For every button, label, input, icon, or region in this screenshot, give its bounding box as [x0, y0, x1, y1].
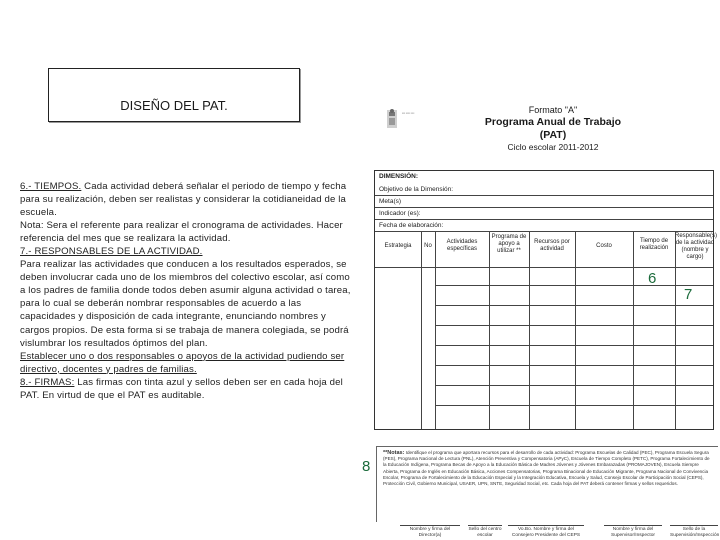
- paragraph-tiempos: [20, 180, 352, 219]
- row-line: [375, 195, 713, 196]
- field-indicador: Indicador (es):: [379, 210, 421, 217]
- col-no: No: [424, 243, 432, 249]
- paragraph-responsables-label: 7.- RESPONSABLES DE LA ACTIVIDAD.: [20, 246, 203, 258]
- field-objetivo: Objetivo de la Dimensión:: [379, 186, 454, 193]
- signature-line: [604, 525, 662, 526]
- signature-line: [468, 525, 502, 526]
- col-line: [675, 231, 676, 429]
- paragraph-responsables: Para realizar las actividades que conducen a los resultados esperados, se deben involucrar cada uno de los miembros del colectivo escolar, así como a los padres de familia donde todos deben asumir alguna actividad o tarea, para lo cual se deberán nombrar responsables de acuerdo a las capacidades y disposición de cada integrante, enunciando nombres y cargos propios. De esta forma si se trabaja de manera colegiada, se podrá vislumbrar los resultados óptimos del plan.: [20, 259, 351, 349]
- col-line: [421, 231, 422, 429]
- signature-director: Nombre y firma del Director(a): [409, 527, 451, 538]
- col-programa: Programa de apoyo a utilizar **: [491, 234, 527, 254]
- body-row-line: [435, 285, 713, 286]
- signature-supervisor: Nombre y firma del Supervisor/Inspector: [611, 527, 655, 538]
- form-notes: [376, 446, 718, 522]
- field-dimension: DIMENSIÓN:: [379, 173, 418, 180]
- signature-row: [400, 527, 720, 540]
- firmas-text: Las firmas con tinta azul y sellos deben ser en cada hoja del PAT. En virtud de que el PAT es auditable.: [20, 376, 343, 401]
- col-line: [633, 231, 634, 429]
- paragraph-firmas: [20, 376, 352, 402]
- col-costo: Costo: [596, 243, 612, 249]
- field-fecha: Fecha de elaboración:: [379, 222, 444, 229]
- tiempos-text: Cada actividad deberá señalar el periodo de tiempo y fecha para su realización, deben ser realistas y considerar la cotidianeidad de la escuela.: [20, 181, 347, 219]
- signature-sello-supervision: Sello de la Supervisión/Inspección: [670, 527, 720, 538]
- col-responsable: Responsable(s) de la actividad (nombre y cargo): [675, 233, 718, 260]
- body-row-line: [435, 365, 713, 366]
- tiempos-label: 6.- TIEMPOS.: [20, 181, 82, 192]
- col-tiempo: Tiempo de realización: [639, 238, 669, 251]
- marker-eight: 8: [362, 458, 371, 475]
- paragraph-apoyos: Establecer uno o dos responsables o apoyos de la actividad pudiendo ser directivo, docentes y padres de familias.: [20, 350, 345, 375]
- body-row-line: [435, 305, 713, 306]
- body-text: [20, 180, 352, 402]
- body-row-line: [435, 405, 713, 406]
- col-line: [529, 231, 530, 429]
- col-line: [435, 231, 436, 429]
- row-line: [375, 231, 713, 232]
- body-row-line: [435, 385, 713, 386]
- col-recursos: Recursos por actividad: [534, 239, 570, 252]
- form-heading-program: Programa Anual de Trabajo (PAT): [484, 116, 622, 141]
- col-line: [575, 231, 576, 429]
- signature-sello-centro: Sello del centro escolar: [468, 527, 502, 538]
- institution-logo-icon: [384, 108, 400, 130]
- signature-consejo: Vo.Bo. Nombre y firma del Consejero Presidente del CEPS: [511, 527, 581, 538]
- header-bottom-line: [375, 267, 713, 268]
- body-row-line: [435, 325, 713, 326]
- marker-six: 6: [648, 270, 657, 287]
- col-line: [489, 231, 490, 429]
- field-meta: Meta(s): [379, 198, 402, 205]
- logo-caption: ▪▪▪ ▪▪▪▪ ▪▪▪: [402, 111, 415, 115]
- firmas-label: 8.- FIRMAS:: [20, 376, 75, 388]
- slide-title-box: [48, 68, 300, 122]
- row-line: [375, 207, 713, 208]
- signature-line: [670, 525, 718, 526]
- body-row-line: [435, 345, 713, 346]
- notes-text: Identifique el programa que aportara recursos para el desarrollo de cada actividad: Programa Escuelas de Calidad (PEC), Programa Escuela Segura (PES), Programa Nacional de Lectura (PNL), Atención Preventiva y Compensatoria (APyC), Escuela de Tiempo Completo (PETC), Programa Fortalecimiento de la Educación Indígena, Programa Becas de Apoyo a la Educación Básica de Madres Jóvenes y Jóvenes Embarazadas (PROMAJOVEN), Escuela Siempre Abierta, Programa de Inglés en Educación Básica, Acciones Compensatorias, Programa Binacional de Educación Migrante, Programa Nacional de Convivencia Escolar, Programa de Fortalecimiento de la Educación Especial y la Integración Educativa, Escuela y Salud, Consejo Escolar de Participación Social (CEPS), Protección Civil, Gobierno Municipal, USAER, UPN, SNTE, Seguridad Social, etc. Cada hoja del PAT deberá contener firmas y sellos requeridos.: [383, 450, 710, 487]
- notes-label: **Notas:: [383, 450, 405, 456]
- signature-line: [508, 525, 584, 526]
- paragraph-nota: Nota: Sera el referente para realizar el cronograma de actividades. Hacer referencia del mes que se realizara la actividad.: [20, 220, 343, 245]
- col-estrategia: Estrategia: [384, 243, 412, 249]
- form-heading: [478, 104, 628, 153]
- signature-line: [400, 525, 460, 526]
- form-heading-format: Formato "A": [528, 105, 578, 115]
- slide-title: DISEÑO DEL PAT.: [120, 98, 228, 113]
- form-heading-cycle: Ciclo escolar 2011-2012: [507, 142, 599, 152]
- marker-seven: 7: [684, 286, 693, 303]
- col-actividades: Actividades específicas: [446, 239, 478, 252]
- pat-table: [374, 170, 718, 430]
- row-line: [375, 219, 713, 220]
